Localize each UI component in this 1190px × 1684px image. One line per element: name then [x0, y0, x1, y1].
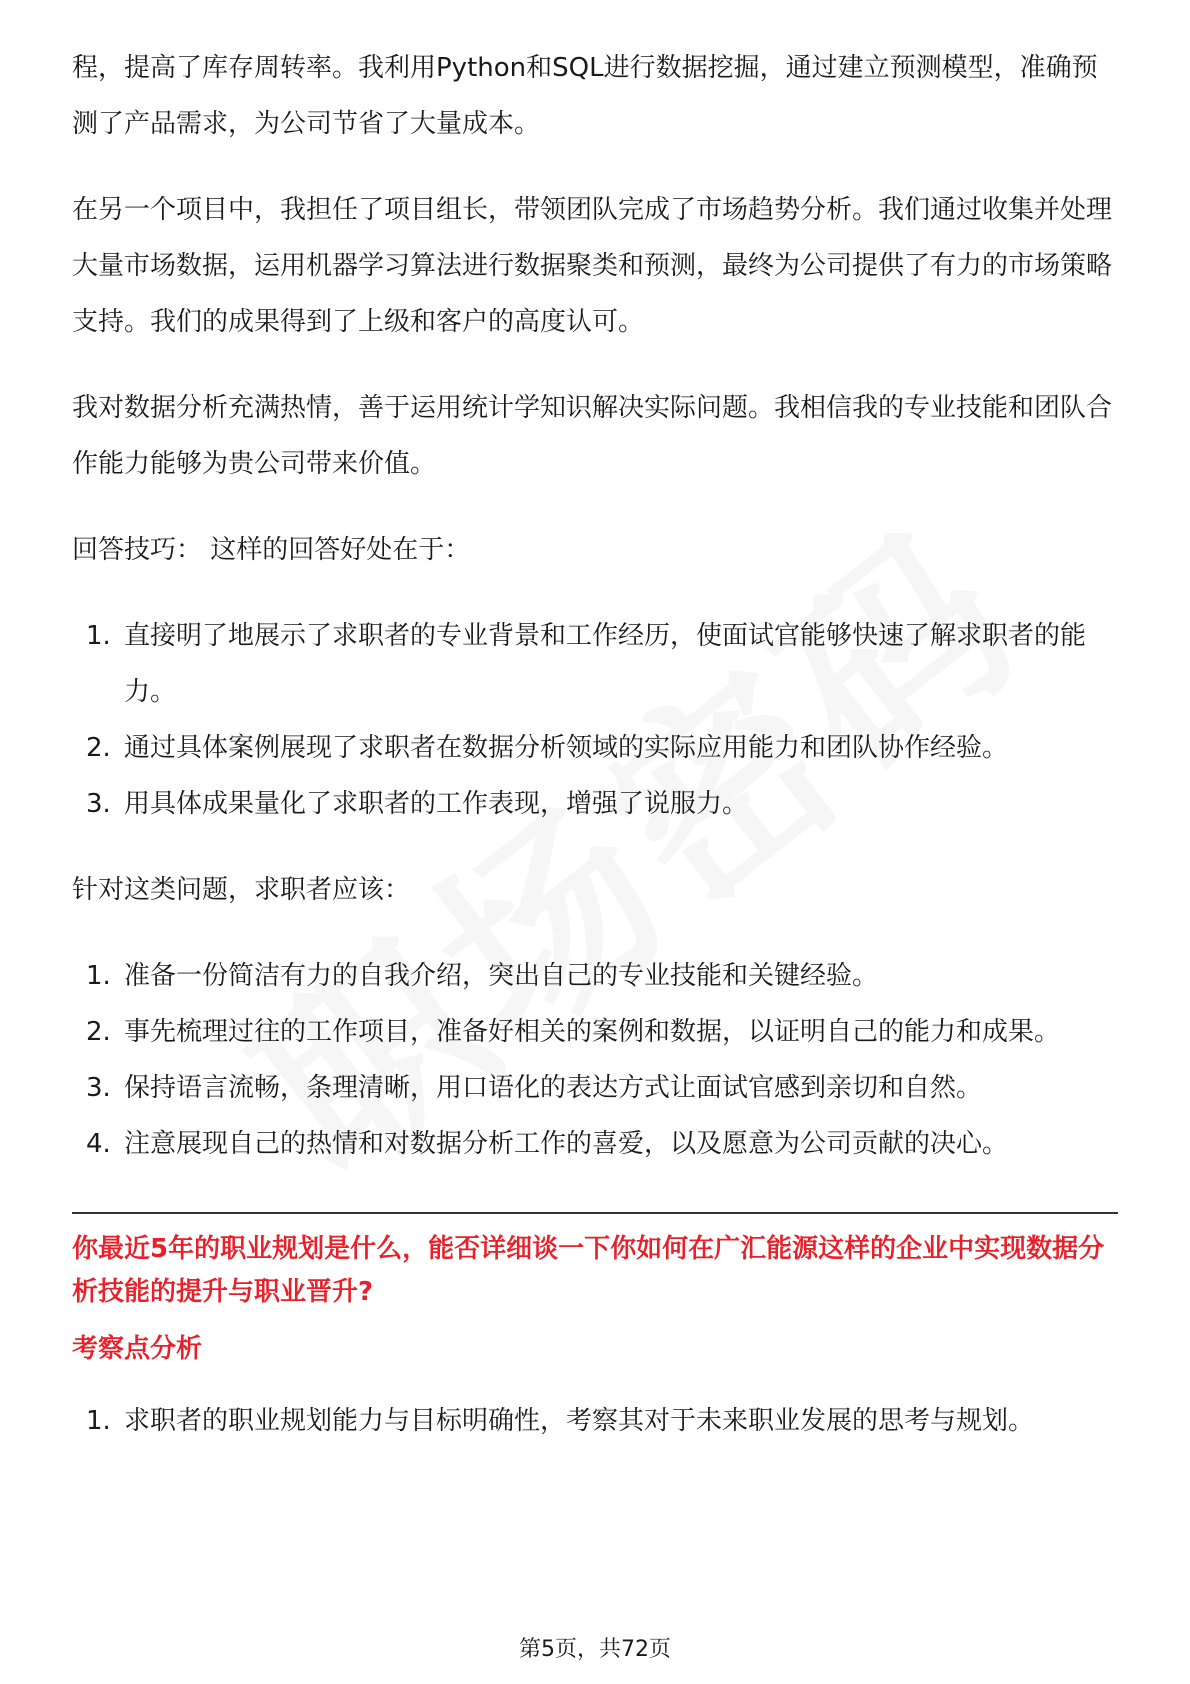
list-text: 求职者的职业规划能力与目标明确性，考察其对于未来职业发展的思考与规划。 [124, 1406, 1035, 1436]
advice-list [72, 948, 1118, 1172]
document-page [72, 40, 1118, 1449]
list-number: 2. [86, 733, 111, 763]
section-divider [72, 1212, 1118, 1214]
list-item [72, 776, 1118, 832]
list-text: 注意展现自己的热情和对数据分析工作的喜爱，以及愿意为公司贡献的决心。 [124, 1129, 1009, 1159]
list-item [72, 1393, 1118, 1449]
list-text: 通过具体案例展现了求职者在数据分析领域的实际应用能力和团队协作经验。 [124, 733, 1009, 763]
list-item [72, 1004, 1118, 1060]
list-item [72, 720, 1118, 776]
list-number: 1. [86, 621, 111, 651]
list-item [72, 608, 1118, 720]
paragraph-2: 在另一个项目中，我担任了项目组长，带领团队完成了市场趋势分析。我们通过收集并处理大量市场数据，运用机器学习算法进行数据聚类和预测，最终为公司提供了有力的市场策略支持。我们的成果得到了上级和客户的高度认可。 [72, 195, 1113, 337]
list-number: 2. [86, 1017, 111, 1047]
list-item [72, 1116, 1118, 1172]
analysis-heading: 考察点分析 [72, 1334, 203, 1364]
list-number: 3. [86, 1073, 111, 1103]
list-item [72, 948, 1118, 1004]
list-item [72, 1060, 1118, 1116]
paragraph-1: 程，提高了库存周转率。我利用Python和SQL进行数据挖掘，通过建立预测模型，准确预测了产品需求，为公司节省了大量成本。 [72, 53, 1098, 139]
question-title: 你最近5年的职业规划是什么，能否详细谈一下你如何在广汇能源这样的企业中实现数据分析技能的提升与职业晋升? [72, 1234, 1105, 1307]
list-number: 1. [86, 1406, 111, 1436]
list-text: 用具体成果量化了求职者的工作表现，增强了说服力。 [124, 789, 749, 819]
list-text: 准备一份简洁有力的自我介绍，突出自己的专业技能和关键经验。 [124, 961, 879, 991]
list-number: 1. [86, 961, 111, 991]
advice-intro: 针对这类问题，求职者应该： [72, 875, 411, 905]
list-text: 直接明了地展示了求职者的专业背景和工作经历，使面试官能够快速了解求职者的能力。 [124, 621, 1087, 707]
tips-intro: 回答技巧： 这样的回答好处在于： [72, 535, 471, 565]
paragraph-3: 我对数据分析充满热情，善于运用统计学知识解决实际问题。我相信我的专业技能和团队合作能力能够为贵公司带来价值。 [72, 393, 1113, 479]
page-footer: 第5页，共72页 [519, 1637, 671, 1662]
list-text: 事先梳理过往的工作项目，准备好相关的案例和数据，以证明自己的能力和成果。 [124, 1017, 1061, 1047]
list-number: 4. [86, 1129, 111, 1159]
analysis-list [72, 1393, 1118, 1449]
list-number: 3. [86, 789, 111, 819]
list-text: 保持语言流畅，条理清晰，用口语化的表达方式让面试官感到亲切和自然。 [124, 1073, 983, 1103]
tips-list [72, 608, 1118, 832]
